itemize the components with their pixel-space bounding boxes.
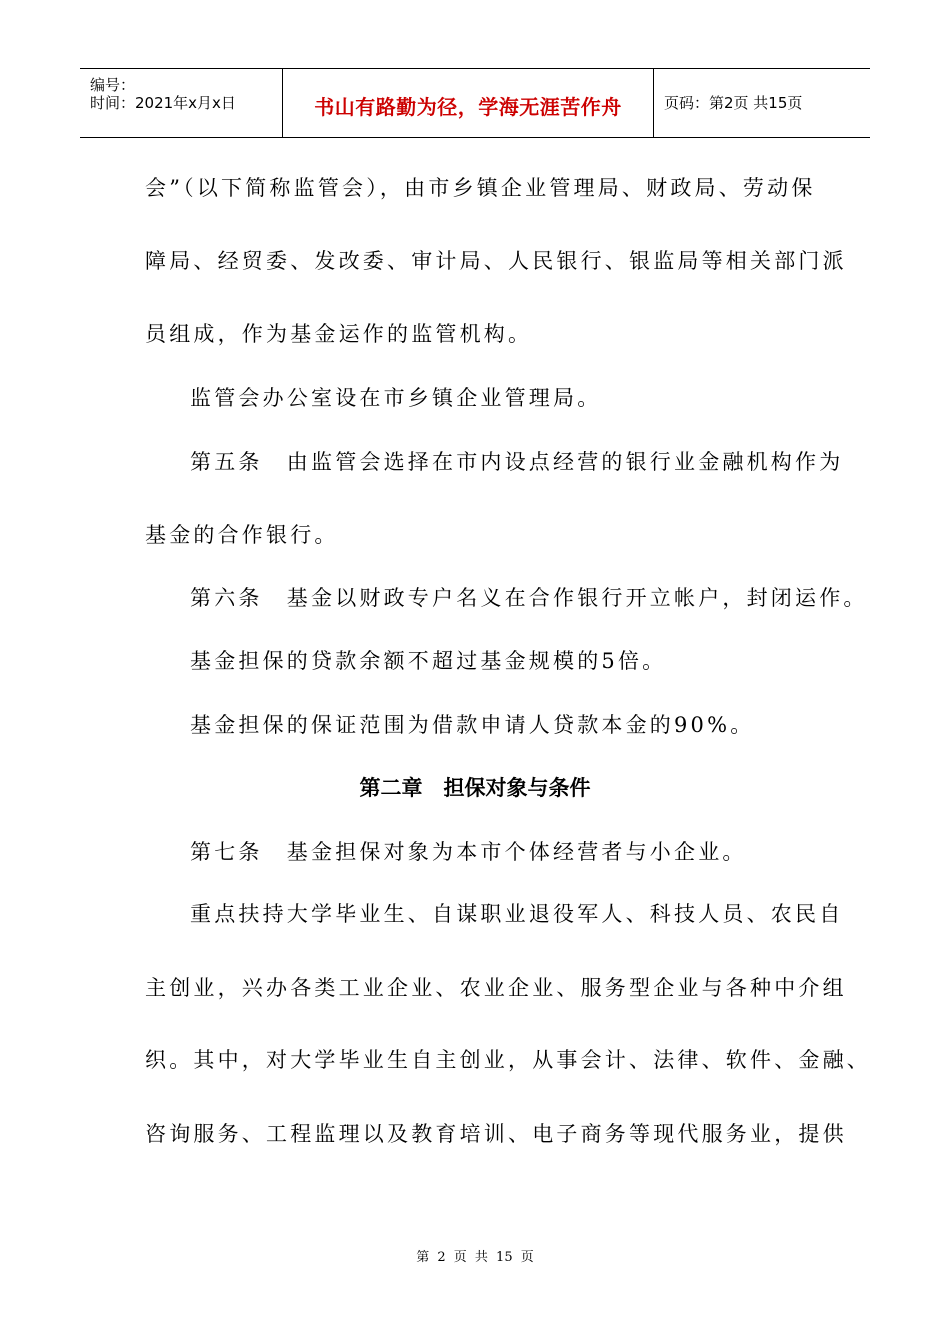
paragraph-line: 基金担保的贷款余额不超过基金规模的5倍。	[190, 649, 667, 673]
paragraph-line: 咨询服务、工程监理以及教育培训、电子商务等现代服务业，提供	[145, 1122, 847, 1146]
article-5-line: 第五条 由监管会选择在市内设点经营的银行业金融机构作为	[190, 450, 844, 474]
header-motto: 书山有路勤为径，学海无涯苦作舟	[314, 95, 622, 119]
paragraph-line: 重点扶持大学毕业生、自谋职业退役军人、科技人员、农民自	[190, 902, 844, 926]
paragraph-line: 监管会办公室设在市乡镇企业管理局。	[190, 386, 602, 410]
article-7-line: 第七条 基金担保对象为本市个体经营者与小企业。	[190, 840, 747, 864]
header-left-cell	[80, 69, 283, 137]
document-time-label: 时间：2021年x月x日	[90, 94, 236, 112]
paragraph-line: 织。其中，对大学毕业生自主创业，从事会计、法律、软件、金融、	[145, 1048, 871, 1072]
header-right-cell	[654, 69, 870, 137]
paragraph-line: 员组成，作为基金运作的监管机构。	[145, 322, 533, 346]
page-header	[80, 68, 870, 138]
paragraph-line: 会”（以下简称监管会），由市乡镇企业管理局、财政局、劳动保	[145, 176, 816, 200]
header-page-info: 页码：第2页 共15页	[664, 94, 803, 112]
document-number-label: 编号：	[90, 76, 136, 94]
paragraph-line: 主创业，兴办各类工业企业、农业企业、服务型企业与各种中介组	[145, 976, 847, 1000]
page-footer: 第 2 页 共 15 页	[416, 1250, 534, 1265]
chapter-heading: 第二章 担保对象与条件	[359, 776, 591, 800]
paragraph-line: 基金的合作银行。	[145, 523, 339, 547]
article-6-line: 第六条 基金以财政专户名义在合作银行开立帐户，封闭运作。	[190, 586, 868, 610]
header-middle-cell	[283, 69, 654, 137]
paragraph-line: 障局、经贸委、发改委、审计局、人民银行、银监局等相关部门派	[145, 249, 847, 273]
paragraph-line: 基金担保的保证范围为借款申请人贷款本金的90%。	[190, 713, 755, 737]
